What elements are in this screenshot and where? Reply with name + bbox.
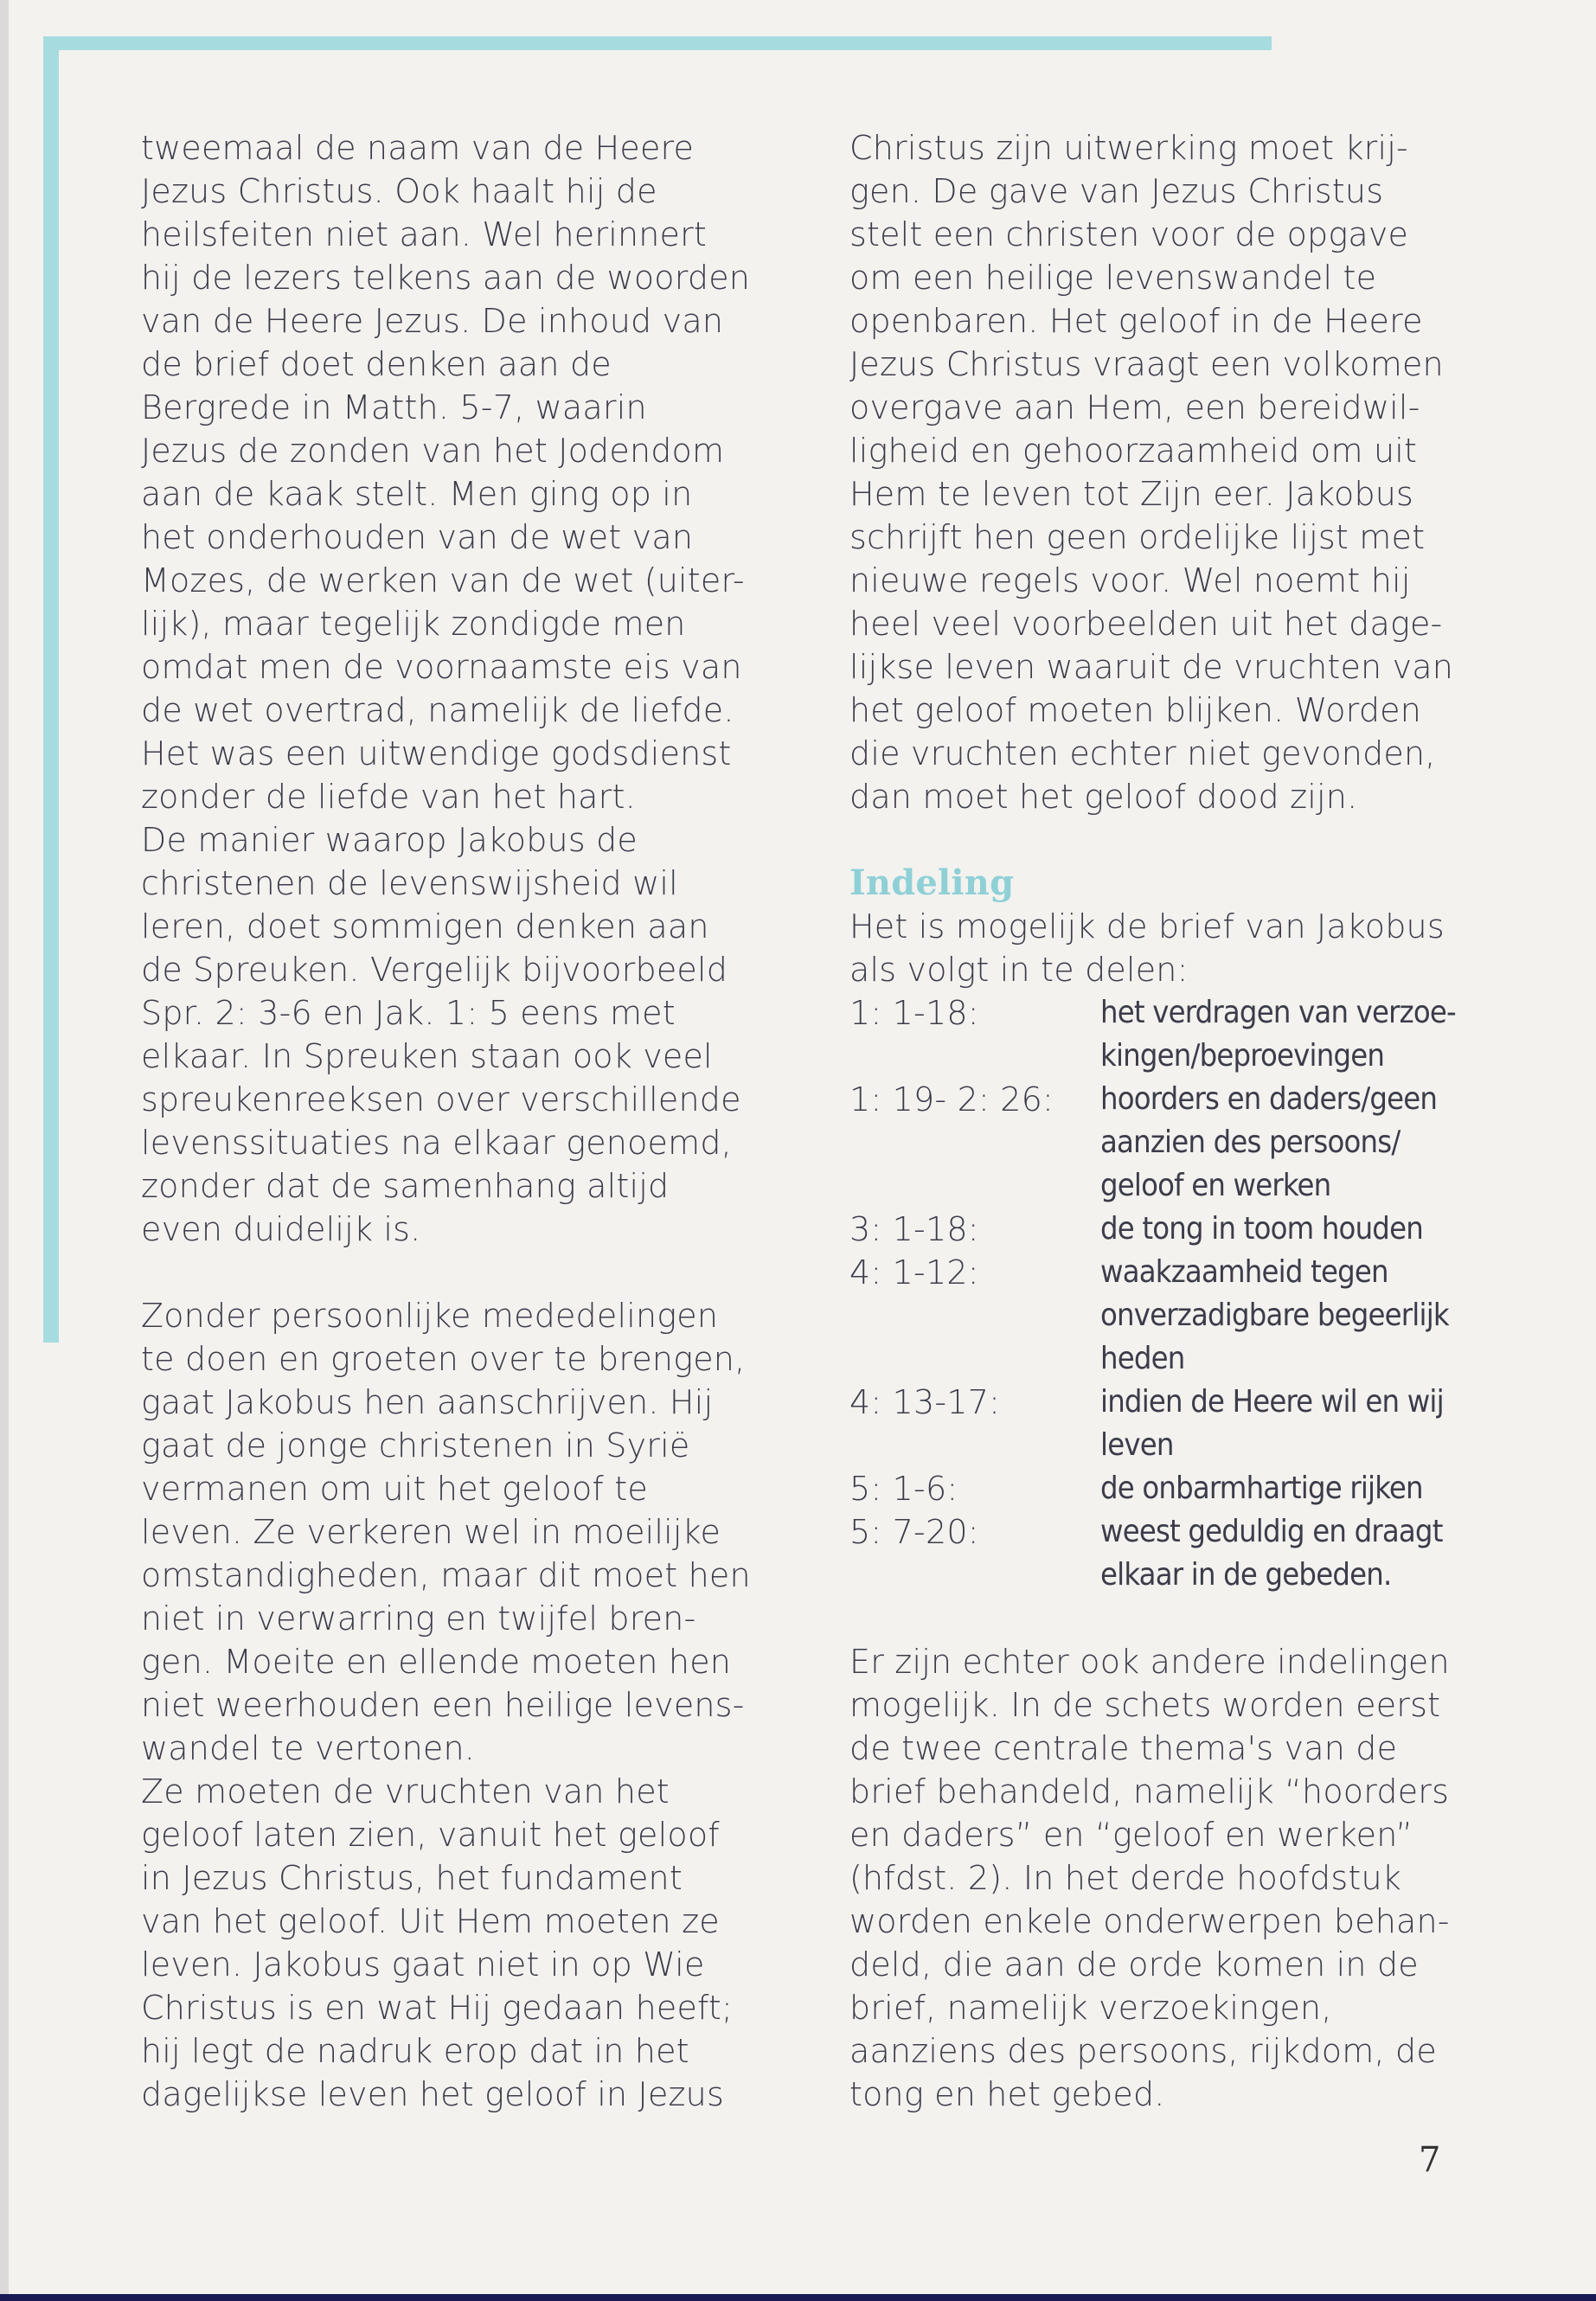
outline-reference: 5: 7-20:: [849, 1513, 979, 1551]
left-column: [141, 126, 781, 2116]
outline-intro: Het is mogelijk de brief van Jakobus als volgt in te delen:: [849, 907, 1445, 989]
accent-bar-side: [43, 36, 59, 1343]
outline-item: [849, 1251, 1472, 1381]
outline-description: indien de Heere wil en wij leven: [1100, 1384, 1444, 1463]
outline-reference: 1: 1-18:: [849, 994, 979, 1032]
bottom-edge-bar: [0, 2294, 1596, 2301]
paragraph-gap: [849, 1597, 1472, 1640]
outline-item: [849, 1208, 1472, 1251]
right-paragraph-2: Er zijn echter ook andere indelingen mogelijk. In de schets worden eerst de twee centrale thema's van de brief behandeld, namelijk “hoorders en daders” en “geloof en werken” (hfdst. 2). In het derde hoofdstuk worden enkele onderwerpen behan- deld, die aan de orde komen in de brief, namelijk verzoekingen, aanziens des persoons, rijkdom, de tong en het gebed.: [849, 1643, 1450, 2113]
outline-description: de tong in toom houden: [1100, 1211, 1423, 1247]
section-heading: Indeling: [849, 862, 1015, 903]
outline-item: [849, 1381, 1472, 1467]
outline-reference: 1: 19- 2: 26:: [849, 1080, 1054, 1118]
paragraph-gap: [849, 818, 1472, 862]
left-paragraph-1: tweemaal de naam van de Heere Jezus Christus. Ook haalt hij de heilsfeiten niet aan. Wel herinnert hij de lezers telkens aan de woorden van de Heere Jezus. De inhoud van de brief doet denken aan de Bergrede in Matth. 5-7, waarin Jezus de zonden van het Jodendom aan de kaak stelt. Men ging op in het onderhouden van de wet van Mozes, de werken van de wet (uiter- lijk), maar tegelijk zondigde men omdat men de voornaamste eis van de wet overtrad, namelijk de liefde. Het was een uitwendige godsdienst zonder de liefde van het hart.: [141, 129, 751, 816]
paragraph-gap: [141, 1251, 781, 1294]
outline-reference: 3: 1-18:: [849, 1210, 979, 1248]
page-number: 7: [1419, 2140, 1441, 2180]
outline-description: weest geduldig en draagt elkaar in de gebeden.: [1100, 1514, 1443, 1593]
outline-item: [849, 1078, 1472, 1208]
left-paragraph-4: Ze moeten de vruchten van het geloof laten zien, vanuit het geloof in Jezus Christus, het fundament van het geloof. Uit Hem moeten ze leven. Jakobus gaat niet in op Wie Christus is en wat Hij gedaan heeft; hij legt de nadruk erop dat in het dagelijkse leven het geloof in Jezus: [141, 1772, 734, 2113]
outline-reference: 4: 1-12:: [849, 1253, 979, 1292]
right-column: [849, 126, 1472, 2116]
outline-item: [849, 991, 1472, 1078]
outline-description: waakzaamheid tegen onverzadigbare begeerlijk heden: [1100, 1254, 1449, 1376]
page-edge-shadow: [0, 0, 9, 2301]
outline-description: hoorders en daders/geen aanzien des persoons/ geloof en werken: [1100, 1081, 1438, 1203]
outline-list: [849, 991, 1472, 1597]
right-paragraph-1: Christus zijn uitwerking moet krij- gen. De gave van Jezus Christus stelt een christen voor de opgave om een heilige levenswandel te openbaren. Het geloof in de Heere Jezus Christus vraagt een volkomen overgave aan Hem, een bereidwil- ligheid en gehoorzaamheid om uit Hem te leven tot Zijn eer. Jakobus schrijft hen geen ordelijke lijst met nieuwe regels voor. Wel noemt hij heel veel voorbeelden uit het dage- lijkse leven waaruit de vruchten van het geloof moeten blijken. Worden die vruchten echter niet gevonden, dan moet het geloof dood zijn.: [849, 129, 1454, 816]
outline-description: de onbarmhartige rijken: [1100, 1471, 1423, 1506]
outline-reference: 4: 13-17:: [849, 1383, 1001, 1421]
outline-description: het verdragen van verzoe- kingen/beproevingen: [1100, 995, 1456, 1074]
outline-item: [849, 1510, 1472, 1597]
left-paragraph-3: Zonder persoonlijke mededelingen te doen en groeten over te brengen, gaat Jakobus hen aanschrijven. Hij gaat de jonge christenen in Syrië vermanen om uit het geloof te leven. Ze verkeren wel in moeilijke omstandigheden, maar dit moet hen niet in verwarring en twijfel bren- gen. Moeite en ellende moeten hen niet weerhouden een heilige levens- wandel te vertonen.: [141, 1297, 751, 1767]
left-paragraph-2: De manier waarop Jakobus de christenen de levenswijsheid wil leren, doet sommigen denken aan de Spreuken. Vergelijk bijvoorbeeld Spr. 2: 3-6 en Jak. 1: 5 eens met elkaar. In Spreuken staan ook veel spreukenreeksen over verschillende levenssituaties na elkaar genoemd, zonder dat de samenhang altijd even duidelijk is.: [141, 821, 741, 1248]
outline-item: [849, 1467, 1472, 1510]
accent-bar-top: [43, 36, 1272, 50]
outline-reference: 5: 1-6:: [849, 1470, 958, 1508]
